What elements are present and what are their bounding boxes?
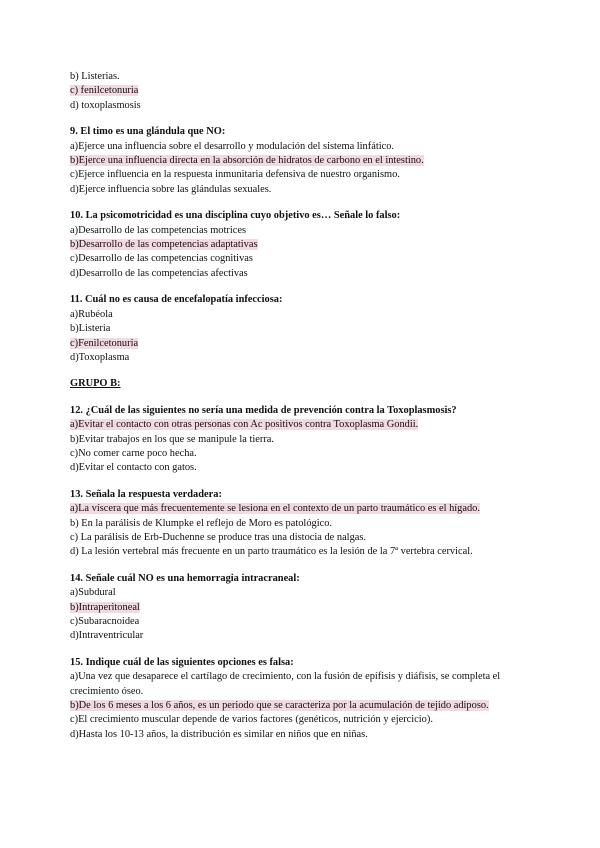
q9-option-a: a)Ejerce una influencia sobre el desarrollo y modulación del sistema linfático. [70, 140, 395, 152]
q14-option-a: a)Subdural [70, 587, 116, 599]
q15-option-d: d)Hasta los 10-13 años, la distribución es similar en niños que en niñas. [70, 728, 368, 740]
q12-option-a-highlighted: a)Evitar el contacto con otras personas con Ac positivos contra Toxoplasma Gondii. [70, 419, 419, 431]
q10-option-a: a)Desarrollo de las competencias motrices [70, 224, 246, 236]
q15-option-c: c)El crecimiento muscular depende de varios factores (genéticos, nutrición y ejercicio). [70, 714, 433, 726]
q13-option-b: b) En la parálisis de Klumpke el reflejo de Moro es patológico. [70, 517, 332, 529]
group-b-heading: GRUPO B: [70, 378, 121, 390]
q12-option-b: b)Evitar trabajos en los que se manipule la tierra. [70, 433, 274, 445]
q11-option-b: b)Listeria [70, 323, 111, 335]
question-11-title: 11. Cuál no es causa de encefalopatía infecciosa: [70, 294, 283, 306]
option-b-listerias: b) Listerias. [70, 71, 120, 82]
q14-option-c: c)Subaracnoidea [70, 616, 140, 627]
question-10-title: 10. La psicomotricidad es una disciplina cuyo objetivo es… Señale lo falso: [70, 210, 401, 222]
question-12-title: 12. ¿Cuál de las siguientes no sería una medida de prevención contra la Toxoplasmosis? [70, 404, 457, 416]
option-c-fenilcetonuria-highlighted: c) fenilcetonuria [70, 85, 139, 97]
q11-option-c-highlighted: c)Fenilcetonuria [70, 337, 139, 349]
q14-option-d: d)Intraventricular [70, 630, 144, 642]
q15-option-b-highlighted: b)De los 6 meses a los 6 años, es un periodo que se caracteriza por la acumulación de tejido adiposo. [70, 700, 489, 712]
q12-option-d: d)Evitar el contacto con gatos. [70, 462, 197, 474]
q9-option-d: d)Ejerce influencia sobre las glándulas sexuales. [70, 183, 272, 195]
q12-option-c: c)No comer carne poco hecha. [70, 447, 197, 459]
q15-option-a: a)Una vez que desaparece el cartílago de crecimiento, con la fusión de epífisis y diáfisis, se completa el crecimiento óseo. [70, 671, 501, 697]
q10-option-d: d)Desarrollo de las competencias afectivas [70, 267, 248, 279]
q13-option-c: c) La parálisis de Erb-Duchenne se produce tras una distocia de nalgas. [70, 531, 367, 543]
q14-option-b-highlighted: b)Intraperitoneal [70, 601, 140, 613]
q13-option-a-highlighted: a)La víscera que más frecuentemente se lesiona en el contexto de un parto traumático es el hígado. [70, 503, 480, 515]
q13-option-d: d) La lesión vertebral más frecuente en un parto traumático es la lesión de la 7ª vertebra cervical. [70, 546, 473, 558]
q11-option-a: a)Rubéola [70, 308, 113, 320]
q10-option-c: c)Desarrollo de las competencias cognitivas [70, 253, 253, 265]
q10-option-b-highlighted: b)Desarrollo de las competencias adaptativas [70, 239, 258, 251]
question-9-title: 9. El timo es una glándula que NO: [70, 126, 226, 138]
question-15-title: 15. Indique cuál de las siguientes opciones es falsa: [70, 656, 294, 668]
q9-option-c: c)Ejerce influencia en la respuesta inmunitaria defensiva de nuestro organismo. [70, 169, 400, 181]
question-14-title: 14. Señale cuál NO es una hemorragia intracraneal: [70, 572, 300, 584]
exam-content [70, 70, 530, 742]
q11-option-d: d)Toxoplasma [70, 351, 130, 363]
q9-option-b-highlighted: b)Ejerce una influencia directa en la absorción de hidratos de carbono en el intestino. [70, 155, 424, 167]
question-13-title: 13. Señala la respuesta verdadera: [70, 488, 222, 500]
option-d-toxoplasmosis: d) toxoplasmosis [70, 99, 141, 111]
